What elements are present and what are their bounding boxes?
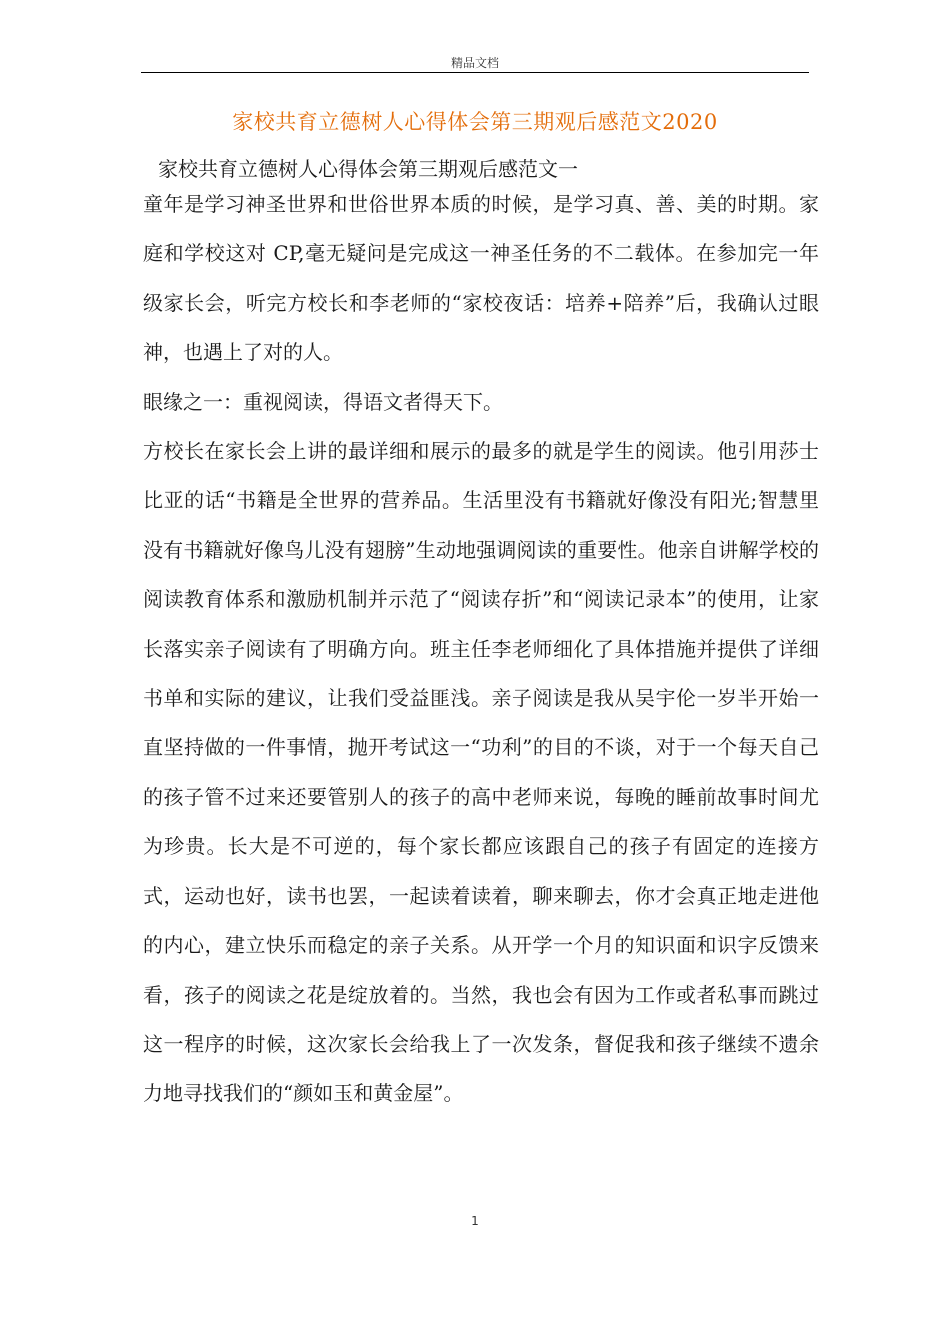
page-number: 1 (471, 1214, 479, 1228)
header-divider (141, 72, 809, 73)
document-subtitle: 家校共育立德树人心得体会第三期观后感范文一 (158, 157, 578, 181)
paragraph-intro: 童年是学习神圣世界和世俗世界本质的时候，是学习真、善、美的时期。家庭和学校这对 CP,毫无疑问是完成这一神圣任务的不二载体。在参加完一年级家长会，听完方校长和李老师的“家校夜话：培养+陪养”后，我确认过眼神，也遇上了对的人。 (143, 192, 819, 365)
paragraph-reading-detail: 方校长在家长会上讲的最详细和展示的最多的就是学生的阅读。他引用莎士比亚的话“书籍是全世界的营养品。生活里没有书籍就好像没有阳光;智慧里没有书籍就好像鸟儿没有翅膀”生动地强调阅读的重要性。他亲自讲解学校的阅读教育体系和激励机制并示范了“阅读存折”和“阅读记录本”的使用，让家长落实亲子阅读有了明确方向。班主任李老师细化了具体措施并提供了详细书单和实际的建议，让我们受益匪浅。亲子阅读是我从吴宇伦一岁半开始一直坚持做的一件事情，抛开考试这一“功利”的目的不谈，对于一个每天自己的孩子管不过来还要管别人的孩子的高中老师来说，每晚的睡前故事时间尤为珍贵。长大是不可逆的，每个家长都应该跟自己的孩子有固定的连接方式，运动也好，读书也罢，一起读着读着，聊来聊去，你才会真正地走进他的内心，建立快乐而稳定的亲子关系。从开学一个月的知识面和识字反馈来看，孩子的阅读之花是绽放着的。当然，我也会有因为工作或者私事而跳过这一程序的时候，这次家长会给我上了一次发条，督促我和孩子继续不遗余力地寻找我们的“颜如玉和黄金屋”。 (143, 439, 819, 1106)
document-body (143, 180, 819, 1119)
document-title: 家校共育立德树人心得体会第三期观后感范文2020 (232, 110, 718, 134)
page-header-label: 精品文档 (450, 56, 499, 70)
paragraph-heading-reading: 眼缘之一：重视阅读，得语文者得天下。 (143, 389, 503, 414)
